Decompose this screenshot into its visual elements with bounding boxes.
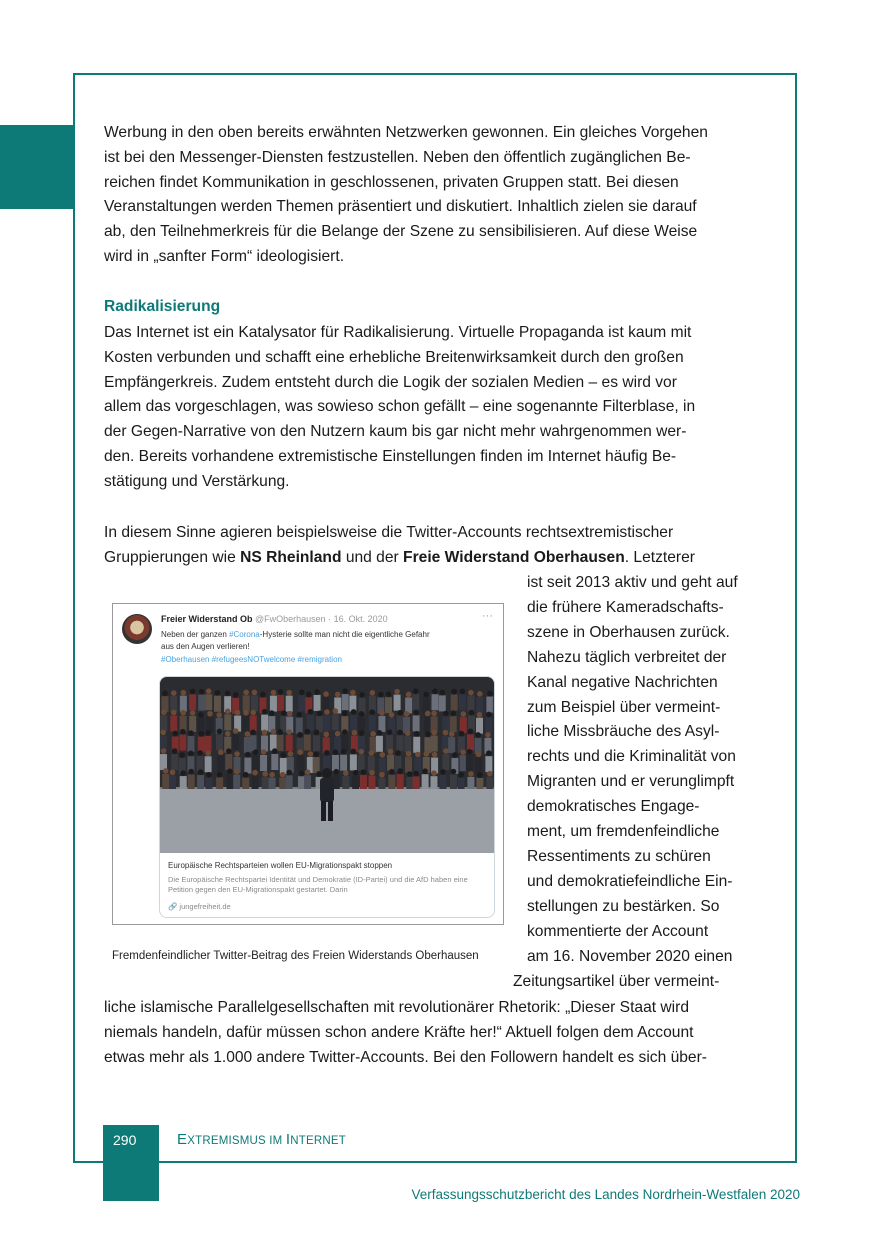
- org-name: NS Rheinland: [240, 548, 342, 566]
- more-dots-icon: ···: [482, 610, 493, 622]
- report-title: Verfassungsschutzbericht des Landes Nordrhein-Westfalen 2020: [411, 1187, 800, 1202]
- tweet-header: [161, 614, 388, 624]
- tweet-account-name: Freier Widerstand Ob: [161, 614, 253, 624]
- running-section-title: EXTREMISMUS IM INTERNET: [177, 1131, 346, 1148]
- card-description: Die Europäische Rechtspartei Identität und Demokratie (ID-Partei) und die AfD haben eine Petition gegen den EU-Migrationspakt gestartet. Darin: [168, 875, 468, 894]
- page-number: 290: [113, 1132, 137, 1148]
- tweet-text-line: Neben der ganzen #Corona-Hysterie sollte man nicht die eigentliche Gefahr: [161, 630, 430, 639]
- tweet-screenshot: [112, 603, 504, 925]
- tweet-text-line: aus den Augen verlieren!: [161, 642, 250, 651]
- tweet-hashtags: #Oberhausen #refugeesNOTwelcome #remigration: [161, 655, 342, 664]
- card-title: Europäische Rechtsparteien wollen EU-Migrationspakt stoppen: [168, 861, 393, 870]
- paragraph-radicalization: Das Internet ist ein Katalysator für Radikalisierung. Virtuelle Propaganda ist kaum mit Kosten verbunden und schafft eine erhebliche Breitenwirksamkeit durch den großen Empfängerkreis. Zudem entsteht durch die Logik der sozialen Medien – es wird vor allem das vorgeschlagen, was sowieso schon gefällt – eine sogenannte Filterblase, in der Gegen-Narrative von den Nutzern kaum bis gar nicht mehr wahrgenommen wer- den. Bereits vorhandene extremistische Einstellungen finden im Internet häufig Be- stätigung und Verstärkung.: [104, 324, 696, 490]
- paragraph-twitter-accounts: In diesem Sinne agieren beispielsweise die Twitter-Accounts rechtsextremistischer Gruppierungen wie NS Rheinland und der Freie Widerstand Oberhausen. Letzterer: [104, 524, 695, 566]
- tweet-link-card: [159, 676, 495, 918]
- paragraph-wrap-column: ist seit 2013 aktiv und geht auf die frühere Kameradschafts- szene in Oberhausen zurück. Nahezu täglich verbreitet der Kanal negative Nachrichten zum Beispiel über vermeint- liche Missbräuche des Asyl- rechts und die Kriminalität von Migranten und er verunglimpft demokratisches Engage- ment, um fremdenfeindliche Ressentiments zu schüren und demokratiefeindliche Ein- stellungen zu bestärken. So kommentierte der Account am 16. November 2020 einen Zeitungsartikel über vermeint-: [513, 574, 738, 990]
- figure-caption: Fremdenfeindlicher Twitter-Beitrag des Freien Widerstands Oberhausen: [112, 950, 479, 962]
- tweet-handle-date: @FwOberhausen · 16. Okt. 2020: [254, 614, 388, 624]
- avatar-icon: [122, 614, 152, 644]
- crowd-photo: [160, 677, 494, 853]
- paragraph-continuation: liche islamische Parallelgesellschaften mit revolutionärer Rhetorik: „Dieser Staat wird niemals handeln, dafür müssen schon andere Kräfte her!“ Aktuell folgen dem Account etwas mehr als 1.000 andere Twitter-Accounts. Bei den Followern handelt es sich über-: [104, 999, 707, 1066]
- section-heading: Radikalisierung: [104, 298, 221, 315]
- link-icon: 🔗 jungefreiheit.de: [168, 902, 231, 911]
- chapter-tab: [0, 125, 75, 209]
- org-name: Freie Widerstand Oberhausen: [403, 548, 625, 566]
- paragraph-intro: Werbung in den oben bereits erwähnten Netzwerken gewonnen. Ein gleiches Vorgehen ist bei den Messenger-Diensten festzustellen. Neben den öffentlich zugänglichen Be- reichen findet Kommunikation in geschlossenen, privaten Gruppen statt. Bei diesen Veranstaltungen werden Themen präsentiert und diskutiert. Inhaltlich zielen sie darauf ab, den Teilnehmerkreis für die Belange der Szene zu sensibilisieren. Auf diese Weise wird in „sanfter Form“ ideologisiert.: [104, 124, 708, 265]
